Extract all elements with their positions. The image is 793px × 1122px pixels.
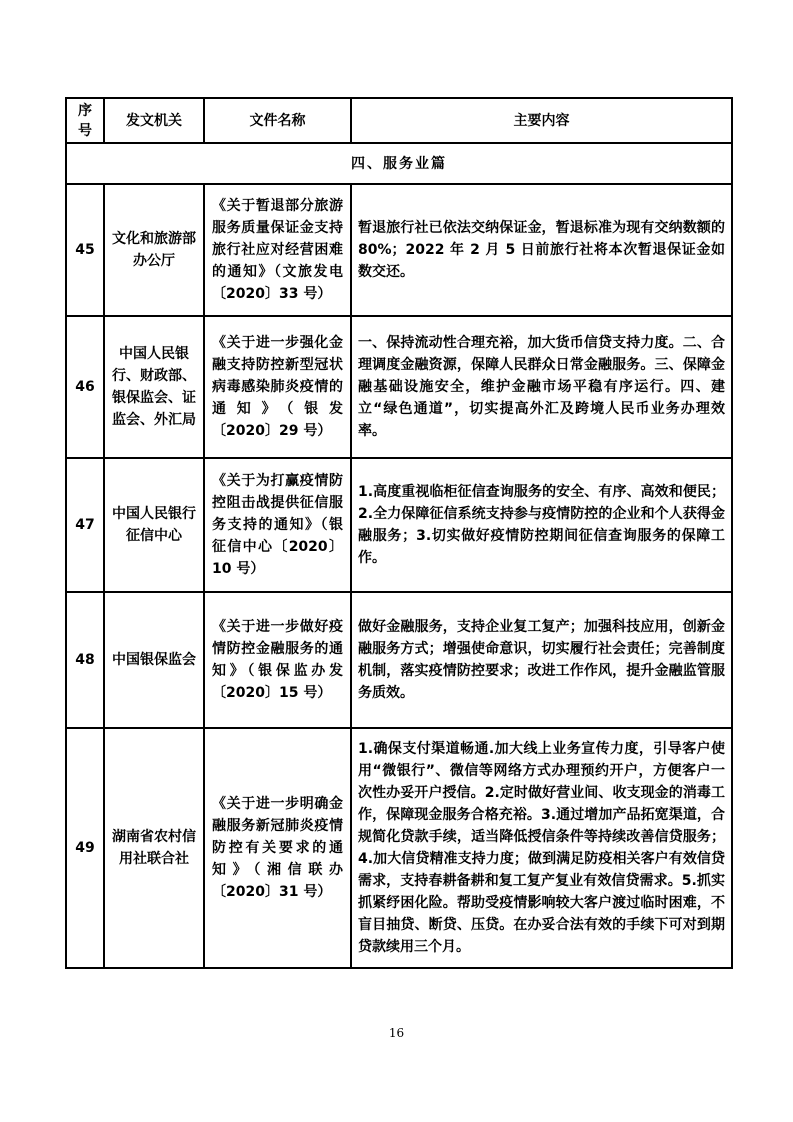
- col-header-content: 主要内容: [351, 98, 732, 143]
- table-row: [66, 592, 732, 728]
- content-cell: 暂退旅行社已依法交纳保证金，暂退标准为现有交纳数额的 80%；2022 年 2 月 5 日前旅行社将本次暂退保证金如数交还。: [351, 184, 732, 316]
- agency-cell: 文化和旅游部办公厅: [104, 184, 204, 316]
- agency-cell: 中国人民银行征信中心: [104, 458, 204, 592]
- content-cell: 1.高度重视临柜征信查询服务的安全、有序、高效和便民；2.全力保障征信系统支持参与疫情防控的企业和个人获得金融服务；3.切实做好疫情防控期间征信查询服务的保障工作。: [351, 458, 732, 592]
- row-no-cell: 48: [66, 592, 104, 728]
- agency-cell: 湖南省农村信用社联合社: [104, 728, 204, 968]
- table-row: [66, 184, 732, 316]
- table-row: [66, 458, 732, 592]
- row-no-cell: 45: [66, 184, 104, 316]
- col-header-no: 序号: [66, 98, 104, 143]
- col-header-agency: 发文机关: [104, 98, 204, 143]
- section-title: 四、服务业篇: [66, 143, 732, 184]
- table-row: [66, 316, 732, 458]
- policy-table: [65, 97, 733, 969]
- agency-cell: 中国人民银行、财政部、银保监会、证监会、外汇局: [104, 316, 204, 458]
- table-row: [66, 728, 732, 968]
- content-cell: 一、保持流动性合理充裕，加大货币信贷支持力度。二、合理调度金融资源，保障人民群众日常金融服务。三、保障金融基础设施安全，维护金融市场平稳有序运行。四、建立“绿色通道”，切实提高外汇及跨境人民币业务办理效率。: [351, 316, 732, 458]
- row-no-cell: 46: [66, 316, 104, 458]
- doc-name-cell: 《关于为打赢疫情防控阻击战提供征信服务支持的通知》（银征信中心〔2020〕10 号）: [204, 458, 351, 592]
- doc-name-cell: 《关于进一步明确金融服务新冠肺炎疫情防控有关要求的通知》（湘信联办〔2020〕31 号）: [204, 728, 351, 968]
- doc-name-cell: 《关于进一步强化金融支持防控新型冠状病毒感染肺炎疫情的通知》（银发〔2020〕29 号）: [204, 316, 351, 458]
- col-header-doc-name: 文件名称: [204, 98, 351, 143]
- doc-name-cell: 《关于进一步做好疫情防控金融服务的通知》（银保监办发〔2020〕15 号）: [204, 592, 351, 728]
- content-cell: 做好金融服务，支持企业复工复产；加强科技应用，创新金融服务方式；增强使命意识，切实履行社会责任；完善制度机制，落实疫情防控要求；改进工作作风，提升金融监管服务质效。: [351, 592, 732, 728]
- section-row: [66, 143, 732, 184]
- agency-cell: 中国银保监会: [104, 592, 204, 728]
- table-header-row: [66, 98, 732, 143]
- doc-name-cell: 《关于暂退部分旅游服务质量保证金支持旅行社应对经营困难的通知》（文旅发电〔2020〕33 号）: [204, 184, 351, 316]
- row-no-cell: 49: [66, 728, 104, 968]
- content-cell: 1.确保支付渠道畅通.加大线上业务宣传力度，引导客户使用“微银行”、微信等网络方式办理预约开户，方便客户一次性办妥开户授信。2.定时做好营业间、收支现金的消毒工作，保障现金服务合格充裕。3.通过增加产品拓宽渠道，合规简化贷款手续，适当降低授信条件等持续改善信贷服务；4.加大信贷精准支持力度；做到满足防疫相关客户有效信贷需求，支持春耕备耕和复工复产复业有效信贷需求。5.抓实抓紧纾困化险。帮助受疫情影响较大客户渡过临时困难，不盲目抽贷、断贷、压贷。在办妥合法有效的手续下可对到期贷款续用三个月。: [351, 728, 732, 968]
- row-no-cell: 47: [66, 458, 104, 592]
- page-number: 16: [388, 1026, 405, 1040]
